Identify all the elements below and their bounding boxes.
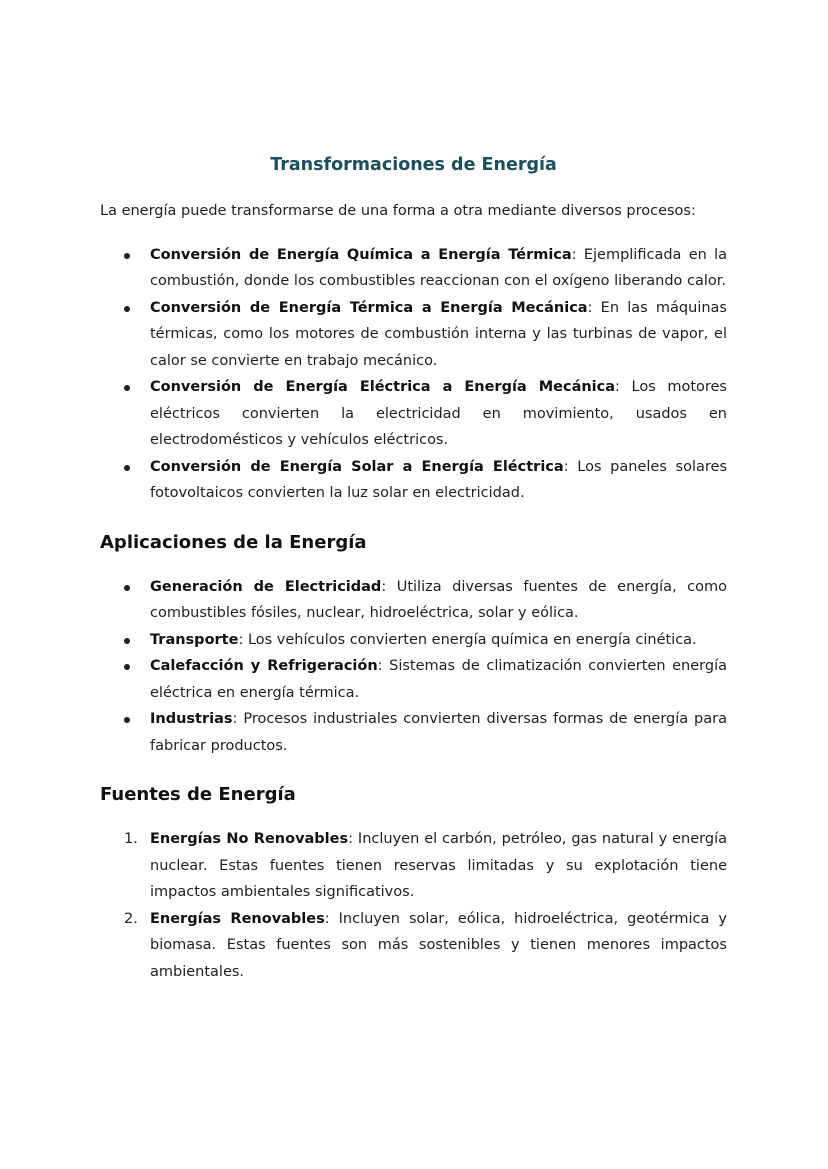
list-item	[100, 653, 727, 706]
item-text: : Incluyen solar, eólica, hidroeléctrica, geotérmica y biomasa. Estas fuentes son más sostenibles y tienen menores impactos ambientales.	[150, 910, 727, 980]
item-text: : Sistemas de climatización convierten energía eléctrica en energía térmica.	[150, 658, 727, 701]
bullet-icon	[124, 385, 130, 391]
sources-list	[100, 826, 727, 985]
list-item	[100, 627, 727, 654]
list-item	[100, 826, 727, 906]
list-item	[100, 706, 727, 759]
item-text: : Los vehículos convierten energía química en energía cinética.	[238, 631, 697, 648]
section-heading-applications: Aplicaciones de la Energía	[100, 531, 367, 553]
item-term: Conversión de Energía Eléctrica a Energía Mecánica	[150, 379, 616, 395]
transformations-list	[100, 242, 727, 507]
bullet-icon	[124, 664, 130, 670]
page-title: Transformaciones de Energía	[270, 155, 557, 175]
item-text: : Incluyen el carbón, petróleo, gas natural y energía nuclear. Estas fuentes tienen reservas limitadas y su explotación tiene impactos ambientales significativos.	[150, 831, 727, 900]
item-text: : Los paneles solares fotovoltaicos convierten la luz solar en electricidad.	[150, 458, 728, 501]
list-item	[100, 574, 727, 627]
bullet-icon	[124, 306, 130, 312]
applications-list	[100, 574, 727, 760]
item-term: Energías Renovables	[150, 910, 325, 927]
bullet-icon	[124, 585, 130, 591]
item-term: Conversión de Energía Térmica a Energía Mecánica	[150, 299, 588, 316]
bullet-icon	[124, 465, 130, 471]
item-term: Industrias	[150, 711, 233, 727]
list-number: 2.	[124, 910, 138, 927]
item-text: : En las máquinas térmicas, como los motores de combustión interna y las turbinas de vapor, el calor se convierte en trabajo mecánico.	[150, 299, 727, 369]
bullet-icon	[124, 253, 130, 259]
bullet-icon	[124, 717, 130, 723]
list-item	[100, 374, 727, 454]
document-page	[100, 150, 727, 985]
item-term: Generación de Electricidad	[150, 578, 382, 595]
list-item	[100, 906, 727, 986]
item-term: Conversión de Energía Química a Energía Térmica	[150, 246, 572, 263]
list-item	[100, 242, 727, 295]
item-term: Conversión de Energía Solar a Energía Eléctrica	[150, 458, 564, 475]
item-text: : Los motores eléctricos convierten la electricidad en movimiento, usados en electrodomésticos y vehículos eléctricos.	[150, 379, 727, 448]
bullet-icon	[124, 638, 130, 644]
item-term: Calefacción y Refrigeración	[150, 658, 378, 674]
item-text: : Procesos industriales convierten diversas formas de energía para fabricar productos.	[150, 711, 727, 754]
intro-paragraph: La energía puede transformarse de una forma a otra mediante diversos procesos:	[100, 203, 696, 219]
section-heading-sources: Fuentes de Energía	[100, 784, 296, 805]
list-item	[100, 295, 727, 375]
list-number: 1.	[124, 831, 138, 847]
list-item	[100, 454, 727, 507]
item-term: Energías No Renovables	[150, 831, 349, 847]
item-term: Transporte	[150, 631, 239, 648]
item-text: : Ejemplificada en la combustión, donde los combustibles reaccionan con el oxígeno liberando calor.	[150, 246, 727, 289]
item-text: : Utiliza diversas fuentes de energía, como combustibles fósiles, nuclear, hidroeléctrica, solar y eólica.	[150, 578, 727, 621]
